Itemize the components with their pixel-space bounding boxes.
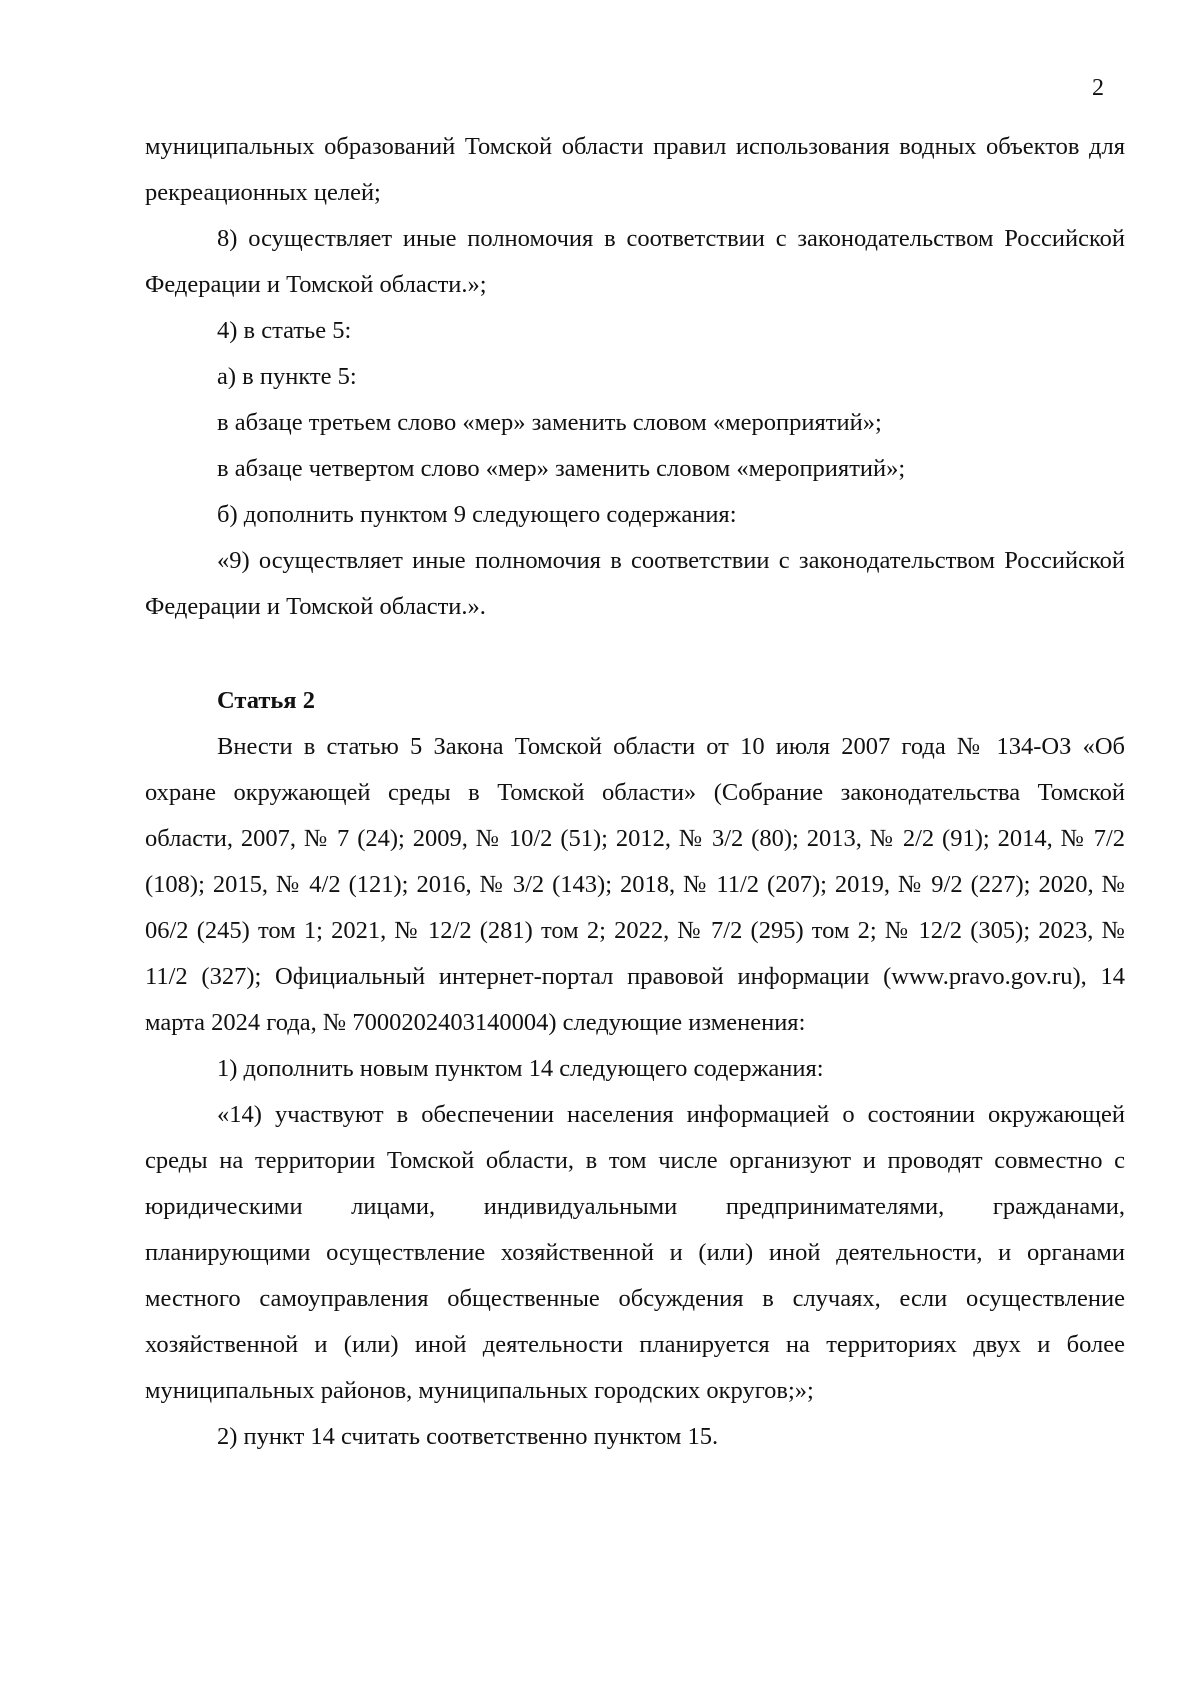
article-item-2: 2) пункт 14 считать соответственно пунктом 15. [217, 1423, 719, 1450]
section-gap [145, 630, 1125, 654]
page-number: 2 [1092, 75, 1104, 101]
paragraph-subitem-b: б) дополнить пунктом 9 следующего содержания: [217, 501, 737, 528]
article-item-14-text: «14) участвуют в обеспечении населения информацией о состоянии окружающей среды на территории Томской области, в том числе организуют и проводят совместно с юридическими лицами, индивидуальными предпринимателями, гражданами, планирующими осуществление хозяйственной и (или) иной деятельности, и органами местного самоуправления общественные обсуждения в случаях, если осуществление хозяйственной и (или) иной деятельности планируется на территориях двух и более муниципальных районов, муниципальных городских округов;»; [145, 1101, 1125, 1404]
paragraph-continuation: муниципальных образований Томской области правил использования водных объектов для рекреационных целей; [145, 133, 1125, 206]
paragraph-subitem-a: а) в пункте 5: [217, 363, 357, 390]
paragraph-abzac-3: в абзаце третьем слово «мер» заменить словом «мероприятий»; [217, 409, 882, 436]
article-item-1: 1) дополнить новым пунктом 14 следующего содержания: [217, 1055, 824, 1082]
paragraph-item-9: «9) осуществляет иные полномочия в соответствии с законодательством Российской Федерации и Томской области.». [145, 547, 1125, 620]
document-body [145, 124, 1125, 1460]
article-heading: Статья 2 [217, 687, 315, 714]
paragraph-item-8: 8) осуществляет иные полномочия в соответствии с законодательством Российской Федерации и Томской области.»; [145, 225, 1125, 298]
paragraph-item-4: 4) в статье 5: [217, 317, 352, 344]
paragraph-abzac-4: в абзаце четвертом слово «мер» заменить словом «мероприятий»; [217, 455, 906, 482]
section-gap [145, 654, 1125, 678]
article-intro: Внести в статью 5 Закона Томской области от 10 июля 2007 года № 134-ОЗ «Об охране окружающей среды в Томской области» (Собрание законодательства Томской области, 2007, № 7 (24); 2009, № 10/2 (51); 2012, № 3/2 (80); 2013, № 2/2 (91); 2014, № 7/2 (108); 2015, № 4/2 (121); 2016, № 3/2 (143); 2018, № 11/2 (207); 2019, № 9/2 (227); 2020, № 06/2 (245) том 1; 2021, № 12/2 (281) том 2; 2022, № 7/2 (295) том 2; № 12/2 (305); 2023, № 11/2 (327); Официальный интернет-портал правовой информации (www.pravo.gov.ru), 14 марта 2024 года, № 7000202403140004) следующие изменения: [145, 733, 1125, 1036]
